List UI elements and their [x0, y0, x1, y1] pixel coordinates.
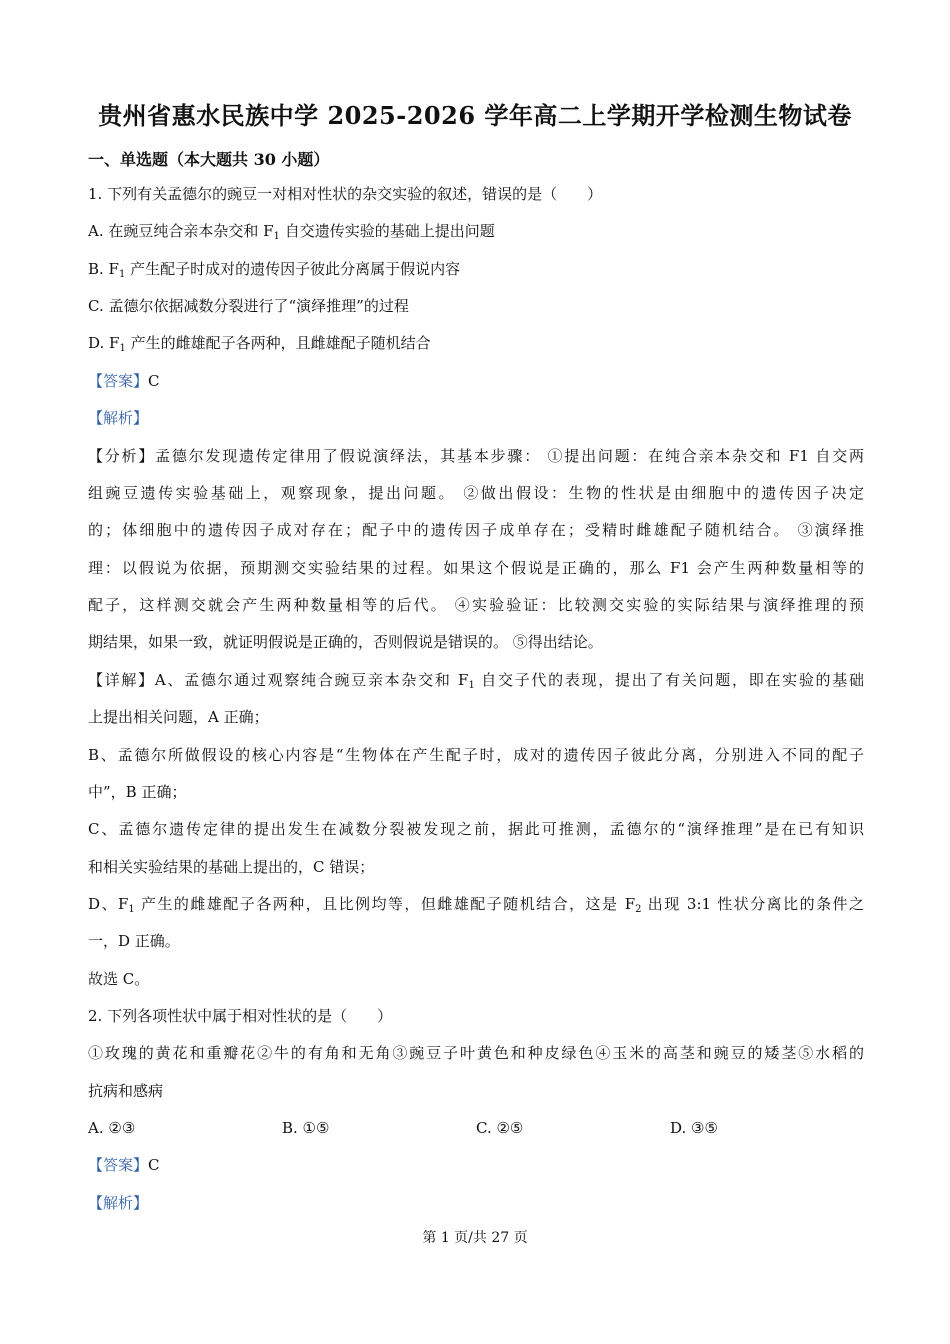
q1-xiangjie-tag: 【详解】: [88, 671, 155, 689]
q1-fenxi-line-5: 配子，这样测交就会产生两种数量相等的后代。 ④实验验证：比较测交实验的实际结果与演绎推理的预: [88, 596, 864, 614]
q1-option-c: C. 孟德尔依据减数分裂进行了“演绎推理”的过程: [88, 297, 409, 315]
q1-xiangjie-line-3: B、孟德尔所做假设的核心内容是“生物体在产生配子时，成对的遗传因子彼此分离，分别进入不同的配子: [88, 746, 864, 764]
page-footer: 第 1 页/共 27 页: [422, 1230, 528, 1246]
q1-answer: [88, 371, 864, 391]
q2-option-d: D. ③⑤: [670, 1119, 718, 1137]
q1-fenxi-line-4: 理：以假说为依据，预期测交实验结果的过程。如果这个假说是正确的，那么 F1 会产生两种数量相等的: [88, 559, 864, 577]
q1-option-a-sub: 1: [273, 231, 280, 242]
q2-option-b: B. ①⑤: [282, 1119, 330, 1137]
q1-xj-a1-pre: A、孟德尔通过观察纯合豌豆亲本杂交和 F: [154, 671, 469, 689]
q1-option-b-sub: 1: [118, 269, 126, 280]
q2-option-a: A. ②③: [88, 1119, 136, 1137]
q1-fenxi-line-2: 组豌豆遗传实验基础上，观察现象，提出问题。 ②做出假设：生物的性状是由细胞中的遗传因子决定: [88, 484, 864, 502]
q1-option-a: [88, 221, 864, 241]
q1-answer-tag: 【答案】: [88, 372, 149, 390]
q1-xiangjie-line-6: 和相关实验结果的基础上提出的，C 错误；: [88, 858, 375, 876]
q1-option-b: [88, 259, 864, 279]
q2-answer: [88, 1155, 864, 1175]
q1-option-a-pre: A. 在豌豆纯合亲本杂交和 F: [88, 222, 274, 240]
q2-answer-value: C: [148, 1156, 160, 1174]
q1-xj-d1-sub2: 2: [635, 904, 642, 915]
q1-option-d: [88, 333, 864, 353]
q1-xj-d1-mid: 产生的雌雄配子各两种，且比例均等，但雌雄配子随机结合，这是 F: [134, 895, 636, 913]
q1-fenxi-tag: 【分析】: [88, 447, 156, 465]
page-title: 贵州省惠水民族中学 2025-2026 学年高二上学期开学检测生物试卷: [98, 101, 852, 130]
q1-xiangjie-line-8: 一，D 正确。: [88, 932, 180, 950]
section-heading: 一、单选题（本大题共 30 小题）: [88, 150, 330, 169]
q1-xiangjie-line-5: C、孟德尔遗传定律的提出发生在减数分裂被发现之前，据此可推测，孟德尔的“演绎推理”是在已有知识: [88, 820, 864, 838]
q1-xj-d1-pre: D、F: [88, 895, 129, 913]
q1-fenxi-text-1: 孟德尔发现遗传定律用了假说演绎法，其基本步骤： ①提出问题：在纯合亲本杂交和 F1 自交两: [155, 447, 864, 465]
q1-option-b-post: 产生配子时成对的遗传因子彼此分离属于假说内容: [125, 260, 461, 278]
q2-items-line-1: ①玫瑰的黄花和重瓣花②牛的有角和无角③豌豆子叶黄色和种皮绿色④玉米的高茎和豌豆的矮茎⑤水稻的: [88, 1044, 864, 1062]
q1-xj-a1-sub: 1: [468, 680, 475, 691]
q2-answer-tag: 【答案】: [88, 1156, 149, 1174]
q1-fenxi-line-6: 期结果，如果一致，就证明假说是正确的，否则假说是错误的。 ⑤得出结论。: [88, 633, 603, 651]
q2-analysis-tag: 【解析】: [88, 1194, 149, 1212]
q1-stem: 1. 下列有关孟德尔的豌豆一对相对性状的杂交实验的叙述，错误的是（ ）: [88, 185, 603, 203]
q1-fenxi-line-1: [88, 446, 864, 466]
q2-stem: 2. 下列各项性状中属于相对性状的是（ ）: [88, 1007, 393, 1025]
q1-option-d-pre: D. F: [88, 334, 120, 352]
q1-xj-a1-post: 自交子代的表现，提出了有关问题，即在实验的基础: [474, 671, 864, 689]
q1-xiangjie-line-4: 中”，B 正确；: [88, 783, 187, 801]
q1-xj-d1-post: 出现 3:1 性状分离比的条件之: [641, 895, 864, 913]
q1-option-d-post: 产生的雌雄配子各两种，且雌雄配子随机结合: [125, 334, 431, 352]
q2-option-c: C. ②⑤: [476, 1119, 524, 1137]
q1-option-d-sub: 1: [119, 343, 126, 354]
q1-xiangjie-line-7: [88, 894, 864, 914]
q1-conclusion: 故选 C。: [88, 970, 150, 988]
q1-xiangjie-line-2: 上提出相关问题，A 正确；: [88, 708, 269, 726]
q1-analysis-tag: 【解析】: [88, 409, 149, 427]
q1-option-a-post: 自交遗传实验的基础上提出问题: [279, 222, 495, 240]
q1-answer-value: C: [148, 372, 160, 390]
q1-xiangjie-line-1: [88, 670, 864, 690]
q1-xj-d1-sub: 1: [128, 904, 135, 915]
q2-items-line-2: 抗病和感病: [88, 1082, 164, 1100]
q1-fenxi-line-3: 的；体细胞中的遗传因子成对存在；配子中的遗传因子成单存在；受精时雌雄配子随机结合。 ③演绎推: [88, 521, 864, 539]
q1-option-b-pre: B. F: [88, 260, 119, 278]
